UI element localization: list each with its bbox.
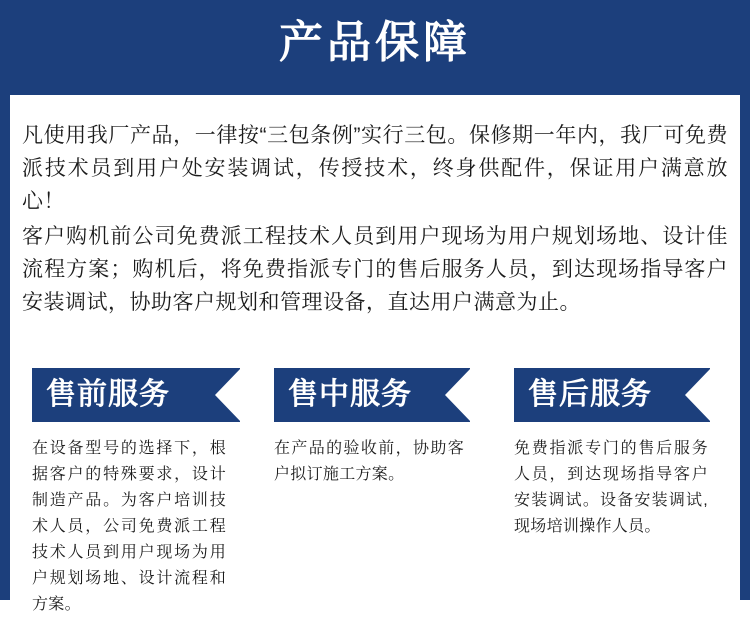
ribbon-label-midsale: 售中服务 xyxy=(288,378,412,411)
service-card-presale xyxy=(18,368,256,618)
page-header-band xyxy=(0,0,750,95)
card-text-aftersale: 免费指派专门的售后服务人员，到达现场指导客户安装调试。设备安装调试,现场培训操作人员。 xyxy=(514,440,708,535)
card-text-presale: 在设备型号的选择下，根据客户的特殊要求，设计制造产品。为客户培训技术人员，公司免费派工程技术人员到用户现场为用户规划场地、设计流程和方案。 xyxy=(32,440,226,613)
service-card-aftersale xyxy=(494,368,732,618)
card-text-midsale: 在产品的验收前，协助客户拟订施工方案。 xyxy=(274,440,464,483)
ribbon-label-aftersale: 售后服务 xyxy=(528,378,652,411)
ribbon-banner-presale xyxy=(32,368,240,422)
ribbon-banner-midsale xyxy=(274,368,470,422)
ribbon-banner-aftersale xyxy=(514,368,710,422)
intro-paragraph-2: 客户购机前公司免费派工程技术人员到用户现场为用户规划场地、设计佳流程方案；购机后，将免费指派专门的售后服务人员，到达现场指导客户安装调试，协助客户规划和管理设备，直达用户满意为止。 xyxy=(22,225,728,314)
ribbon-label-presale: 售前服务 xyxy=(46,378,170,411)
intro-text xyxy=(22,119,728,319)
service-cards xyxy=(10,368,740,618)
service-card-midsale xyxy=(256,368,494,618)
page-title: 产品保障 xyxy=(279,17,471,67)
intro-section xyxy=(10,105,740,319)
intro-paragraph-1: 凡使用我厂产品，一律按“三包条例”实行三包。保修期一年内，我厂可免费派技术员到用户处安装调试，传授技术，终身供配件，保证用户满意放心！ xyxy=(22,124,728,213)
